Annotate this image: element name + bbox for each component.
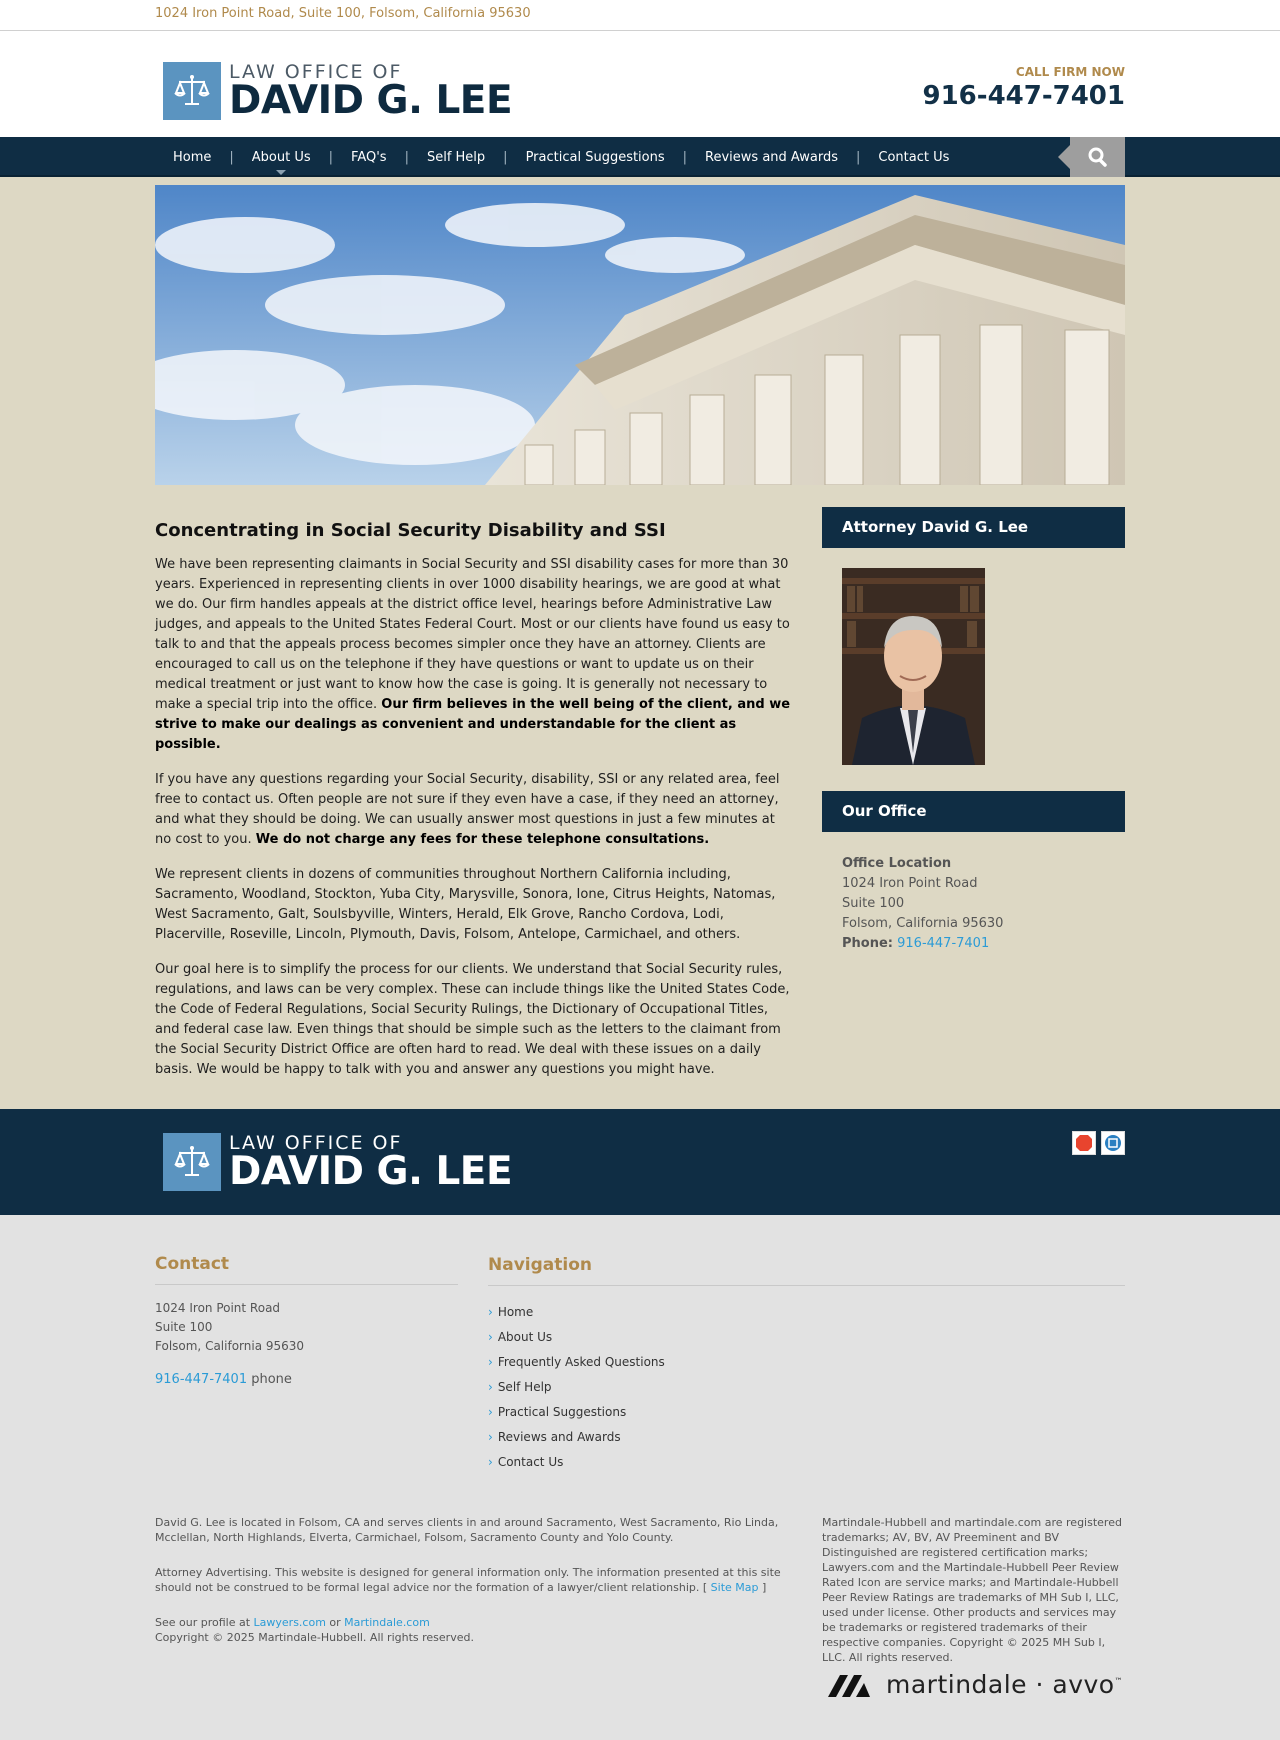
site-map-link[interactable]: Site Map [710,1581,759,1594]
call-firm-now [923,65,1126,111]
call-label: CALL FIRM NOW [1015,65,1125,79]
footer-nav-faq[interactable]: › Frequently Asked Questions [488,1355,665,1369]
site-header [0,31,1280,137]
footer-contact: Contact 1024 Iron Point Road Suite 100 Folsom, California 95630 916-447-7401 phone [155,1255,458,1389]
footer-disclaimer [155,1515,795,1665]
lawyers-icon[interactable] [1101,1131,1125,1155]
chevron-down-icon [276,170,286,175]
page-title: Concentrating in Social Security Disability and SSI [155,520,666,541]
yelp-icon[interactable] [1072,1131,1096,1155]
nav-faqs[interactable]: FAQ's [351,149,387,165]
logo-line1: LAW OFFICE OF [229,61,403,83]
chevron-right-icon: › [488,1305,493,1319]
goal-paragraph: Our goal here is to simplify the process for our clients. We understand that Social Security rules, regulations, and laws can be very complex. These can include things like the United States Code, the Code of Federal Regulations, Social Security Rulings, the Dictionary of Occupational Titles, and federal case law. Even things that should be simple such as the letters to the claimant from the Social Security District Office are often hard to read. We deal with these issues on a daily basis. We would be happy to talk with you and answer any questions you might have. [155,962,790,1077]
nav-self-help[interactable]: Self Help [426,149,486,165]
search-button[interactable] [1070,137,1125,177]
footer-contact-title: Contact [155,1255,458,1285]
intro-paragraph: We have been representing claimants in Social Security and SSI disability cases for more than 30 years. Experienced in representing clients in over 1000 disability hearings, we are good at what we do. Our firm handles appeals at the district office level, hearings before Administrative Law judges, and appeals to the United States Federal Court. Most or our clients have found us easy to talk to and that the appeals process becomes simpler once they have an attorney. Clients are encouraged to call us on the telephone if they have questions or want to update us on their medical treatment or just want to know how the case is going. It is generally not necessary to make a special trip into the office. Our firm believes in the well being of the client, and we strive to make our dealings as convenient and understandable for the client as possible. [155,557,791,752]
nav-home[interactable]: Home [173,149,212,165]
footer-nav-home[interactable]: › Home [488,1305,534,1319]
service-area-text: David G. Lee is located in Folsom, CA and serves clients in and around Sacramento, West Sacramento, Rio Linda, Mcclellan, North Highlands, Elverta, Carmichael, Folsom, Sacramento County and Yolo County. [155,1516,779,1544]
chevron-right-icon: › [488,1355,493,1369]
nav-practical-suggestions[interactable]: Practical Suggestions [525,149,665,165]
scales-of-justice-icon [163,1133,221,1191]
copyright-text: Copyright © 2025 Martindale-Hubbell. All rights reserved. [155,1631,474,1644]
footer-navigation [488,1255,1125,1475]
footer-phone-link[interactable]: 916-447-7401 [155,1372,248,1387]
chevron-right-icon: › [488,1330,493,1344]
martindale-link[interactable]: Martindale.com [344,1616,430,1629]
nav-contact-us[interactable]: Contact Us [878,149,950,165]
header-phone[interactable]: 916-447-7401 [922,81,1125,111]
main-nav: Home | About Us | FAQ's | Self Help | Practical Suggestions | Reviews and Awards | Contact Us [0,137,1280,177]
martindale-avvo-logo[interactable] [826,1670,1123,1699]
sidebar-phone-link[interactable]: 916-447-7401 [897,936,990,951]
footer-nav-self-help[interactable]: › Self Help [488,1380,552,1394]
footer-nav-title: Navigation [488,1255,1125,1286]
chevron-right-icon: › [488,1430,493,1444]
nav-reviews-and-awards[interactable]: Reviews and Awards [705,149,839,165]
martindale-avvo-icon [826,1671,874,1699]
top-address: 1024 Iron Point Road, Suite 100, Folsom, California 95630 [155,6,531,21]
footer-nav-about-us[interactable]: › About Us [488,1330,553,1344]
nav-about-us[interactable]: About Us [234,150,329,165]
sidebar [822,507,1125,976]
chevron-right-icon: › [488,1380,493,1394]
footer-logo-band [0,1109,1280,1215]
main-content [155,520,795,1095]
lawyers-link[interactable]: Lawyers.com [253,1616,326,1629]
office-location: Office Location 1024 Iron Point Road Suite 100 Folsom, California 95630 Phone: 916-447-7401 [842,856,1004,951]
logo-line2: DAVID G. LEE [229,78,513,123]
questions-paragraph: If you have any questions regarding your Social Security, disability, SSI or any related area, feel free to contact us. Often people are not sure if they even have a case, if they need an attorney, and what they should be doing. We can usually answer most questions in just a few minutes at no cost to you. We do not charge any fees for these telephone consultations. [155,772,780,847]
footer-logo-line1: LAW OFFICE OF [229,1132,403,1154]
site-logo[interactable] [163,61,513,123]
footer-nav-contact-us[interactable]: › Contact Us [488,1455,564,1469]
scales-of-justice-icon [163,62,221,120]
search-icon [1070,137,1125,177]
advertising-text: Attorney Advertising. This website is designed for general information only. The information presented at this site should not be construed to be formal legal advice nor the formation of a lawyer/client relationship. [ Site Map ] [155,1566,781,1594]
attorney-photo [842,568,985,765]
top-address-bar [0,0,1280,31]
footer-nav-reviews-and-awards[interactable]: › Reviews and Awards [488,1430,621,1444]
attorney-heading: Attorney David G. Lee [822,507,1125,548]
footer-logo[interactable] [163,1132,513,1194]
profile-text: See our profile at Lawyers.com or Martindale.com Copyright © 2025 Martindale-Hubbell. All rights reserved. [155,1616,474,1644]
hero-courthouse-image [155,185,1125,485]
chevron-right-icon: › [488,1405,493,1419]
communities-paragraph: We represent clients in dozens of communities throughout Northern California including, Sacramento, Woodland, Stockton, Yuba City, Marysville, Sonora, Ione, Citrus Heights, Natomas, West Sacramento, Galt, Soulsbyville, Winters, Herald, Elk Grove, Rancho Cordova, Lodi, Placerville, Roseville, Lincoln, Plymouth, Davis, Folsom, Antelope, Carmichael, and others. [155,867,776,942]
chevron-right-icon: › [488,1455,493,1469]
site-footer [0,1215,1280,1740]
footer-logo-line2: DAVID G. LEE [229,1149,513,1194]
footer-nav-practical-suggestions[interactable]: › Practical Suggestions [488,1405,627,1419]
martindale-avvo-wordmark: martindale · avvo™ [886,1670,1124,1699]
trademark-text: Martindale-Hubbell and martindale.com are registered trademarks; AV, BV, AV Preeminent and BV Distinguished are registered certification marks; Lawyers.com and the Martindale-Hubbell Peer Review Rated Icon are service marks; and Martindale-Hubbell Peer Review Ratings are trademarks of MH Sub I, LLC, used under license. Other products and services may be trademarks or registered trademarks of their respective companies. Copyright © 2025 MH Sub I, LLC. All rights reserved. [822,1516,1122,1664]
office-heading: Our Office [822,791,1125,832]
